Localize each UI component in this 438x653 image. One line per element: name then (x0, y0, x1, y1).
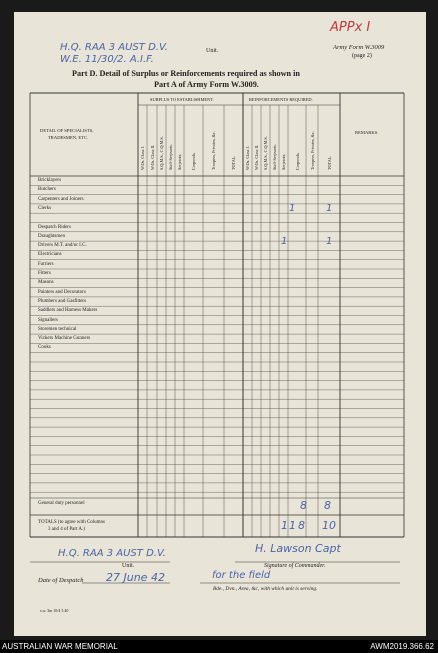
draughtsmen-serjeants: 1 (281, 236, 288, 247)
unit-handwritten-2: W.E. 11/30/2. A.I.F. (60, 54, 154, 65)
clerks-corporals: 1 (289, 203, 296, 214)
rein-col-head-7: TOTAL. (327, 155, 332, 170)
totals-corporals: 1 (289, 519, 296, 532)
row-label: Bricklayers (38, 178, 62, 183)
archive-right: AWM2019.366.62 (370, 642, 434, 651)
general-duty-label: General duty personnel (38, 501, 85, 506)
archive-footer (0, 640, 438, 653)
signature-handwritten: H. Lawson Capt (255, 542, 341, 555)
bde-label: Bde., Dvn., Area, &c, with which unit is serving. (213, 586, 318, 592)
detail-header-2: TRADESMEN, ETC. (48, 135, 89, 140)
part-title-1: Part D. Detail of Surplus or Reinforcements required as shown in (72, 69, 300, 78)
surplus-col-head-7: TOTAL. (231, 155, 236, 170)
row-label: Plumbers and Gasfitters (38, 298, 87, 304)
row-label: Saddlers and Harness Makers (38, 308, 98, 314)
reinforcements-header: REINFORCEMENTS REQUIRED. (249, 97, 313, 102)
gd-privates: 8 (300, 499, 307, 512)
surplus-col-head-6: Troopers, Privates, &c. (211, 131, 216, 170)
row-label: Carpenters and Joiners (38, 196, 84, 202)
surplus-col-head-1: W.Os. Class II. (150, 144, 155, 170)
totals-label-1: TOTALS (to agree with Columns (38, 520, 105, 525)
form-ref: Army Form W.3009 (333, 44, 385, 51)
detail-header-1: DETAIL OF SPECIALISTS, (40, 128, 94, 133)
despatch-label: Date of Despatch (38, 577, 84, 584)
clerks-total: 1 (326, 203, 333, 214)
totals-total: 10 (322, 519, 336, 532)
row-label: Signallers (38, 317, 58, 323)
totals-privates: 8 (298, 519, 305, 532)
footer-unit-label: Unit. (122, 563, 135, 569)
rein-col-head-3: Staff-Serjeants. (272, 144, 277, 170)
row-label: Fitters (38, 271, 51, 276)
totals-label-2: 3 and 4 of Part A.) (48, 527, 85, 532)
unit-handwritten-1: H.Q. RAA 3 AUST D.V. (60, 42, 168, 53)
part-title-2: Part A of Army Form W.3009. (154, 80, 259, 89)
printer-code: s.w. 3m 10/4 5.40 (40, 608, 69, 613)
remarks-header: REMARKS. (355, 130, 379, 135)
totals-serjeants: 1 (281, 519, 288, 532)
surplus-header: SURPLUS TO ESTABLISHMENT. (150, 97, 214, 102)
row-label: Butchers (38, 187, 56, 193)
row-label: Drivers M.T. and/or I.C. (38, 243, 87, 249)
surplus-col-head-0: W.Os. Class I. (140, 146, 145, 170)
rein-col-head-4: Serjeants. (281, 153, 286, 170)
row-label: Masons (38, 280, 54, 286)
row-label: Clerks (38, 205, 52, 211)
footer-unit-handwritten: H.Q. RAA 3 AUST D.V. (58, 548, 166, 559)
rein-col-head-1: W.Os. Class II. (254, 144, 259, 170)
surplus-col-head-4: Serjeants. (177, 153, 182, 170)
rein-col-head-0: W.Os. Class I. (245, 146, 250, 170)
rein-col-head-5: Corporals. (295, 152, 300, 170)
rein-col-head-2: S.Q.M.S., C.Q.M.S. (263, 136, 268, 170)
row-label: Painters and Decorators (38, 289, 86, 295)
row-label: Vickers Machine Gunners (38, 336, 91, 342)
row-label: Draughtsmen (38, 233, 65, 239)
unit-label: Unit. (206, 48, 219, 54)
rein-col-head-6: Troopers, Privates, &c. (310, 131, 315, 170)
row-label: Cooks (38, 345, 51, 351)
row-label: Electricians (38, 252, 62, 258)
row-label: Farriers (38, 261, 54, 267)
surplus-col-head-3: Staff-Serjeants. (168, 144, 173, 170)
appendix-tag: APPx I (330, 20, 371, 35)
page-ref: (page 2) (352, 53, 372, 59)
for-handwritten: for the field (212, 570, 271, 581)
archive-left: AUSTRALIAN WAR MEMORIAL (2, 642, 118, 651)
row-label: Despatch Riders (38, 224, 71, 230)
surplus-col-head-5: Corporals. (191, 152, 196, 170)
surplus-col-head-2: S.Q.M.S., C.Q.M.S. (159, 136, 164, 170)
despatch-date: 27 June 42 (106, 571, 165, 584)
signature-label: Signature of Commander. (264, 563, 326, 569)
draughtsmen-total: 1 (326, 236, 333, 247)
row-label: Storemen technical (38, 326, 77, 332)
gd-total: 8 (324, 499, 331, 512)
